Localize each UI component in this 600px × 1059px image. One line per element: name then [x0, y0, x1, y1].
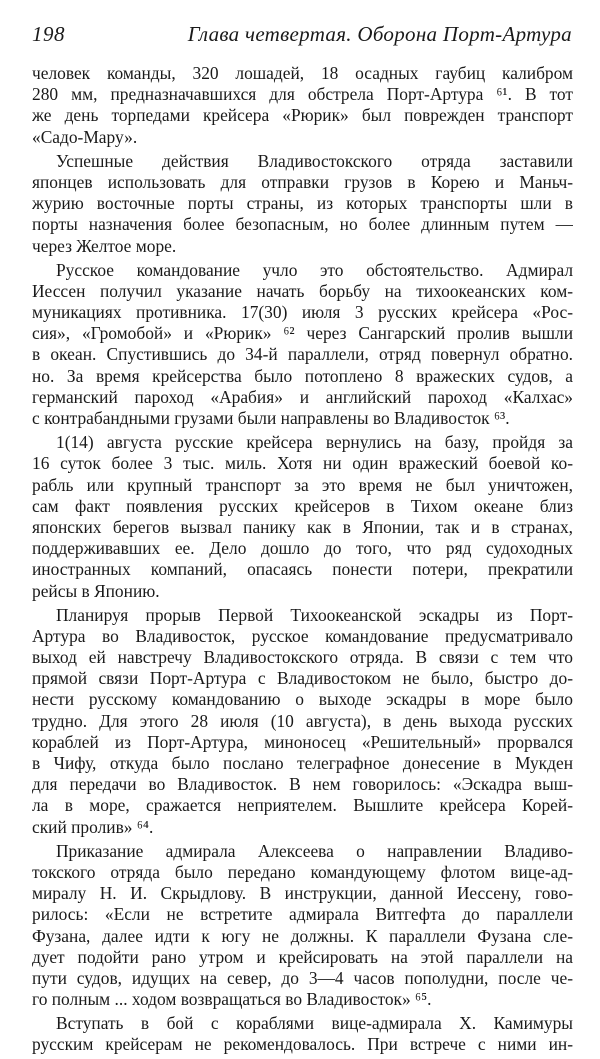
text-line: порты назначения более безопасным, но более длинным путем —: [32, 214, 573, 235]
page-header: [32, 22, 572, 50]
text-line: муникациях противника. 17(30) июля 3 русских крейсера «Рос-: [32, 302, 573, 323]
text-line: сам факт появления русских крейсеров в Тихом океане близ: [32, 495, 573, 516]
text-line: сия», «Громобой» и «Рюрик» ⁶² через Сангарский пролив вышли: [32, 323, 573, 344]
text-line: же день торпедами крейсера «Рюрик» был поврежден транспорт: [32, 105, 573, 126]
text-line: выход ей навстречу Владивостокского отряда. В связи с тем что: [32, 647, 573, 668]
text-line: «Садо-Мару».: [32, 126, 138, 147]
text-line: но. За время крейсерства было потоплено 8 вражеских судов, а: [32, 365, 573, 386]
text-line: через Желтое море.: [32, 235, 177, 256]
text-line: германский пароход «Арабия» и английский пароход «Калхас»: [32, 386, 573, 407]
text-line: ла в море, сражается неприятелем. Вышлите крейсера Корей-: [32, 795, 573, 816]
page-number: 198: [32, 22, 65, 46]
text-line: в Чифу, откуда было послано телеграфное донесение в Мукден: [32, 753, 573, 773]
text-line: журию восточные порты страны, из которых транспорты шли в: [32, 193, 573, 214]
running-title: Глава четвертая. Оборона Порт-Артура: [187, 22, 572, 46]
text-line: Приказание адмирала Алексеева о направлении Владиво-: [56, 840, 573, 861]
paragraph: [32, 841, 573, 1011]
text-line: рейсы в Японию.: [32, 580, 160, 601]
text-line: Планируя прорыв Первой Тихоокеанской эскадры из Порт-: [56, 604, 573, 625]
text-line: Артура во Владивосток, русское командование предусматривало: [32, 625, 573, 646]
text-line: прямой связи Порт-Артура с Владивостоком не было, быстро до-: [32, 668, 573, 689]
text-line: миралу Н. И. Скрыдлову. В инструкции, данной Иессену, гово-: [32, 883, 573, 904]
text-line: Вступать в бой с кораблями вице-адмирала Х. Камимуры: [56, 1013, 573, 1034]
text-line: 280 мм, предназначавшихся для обстрела Порт-Артура ⁶¹. В тот: [32, 84, 573, 105]
text-line: 16 суток более 3 тыс. миль. Хотя ни один вражеский боевой ко-: [32, 453, 573, 474]
text-line: Успешные действия Владивостокского отряда заставили: [56, 150, 573, 171]
paragraph: [32, 432, 573, 602]
text-line: рабль или крупный транспорт за это время не был уничтожен,: [32, 474, 573, 495]
text-line: рилось: «Если не встретите адмирала Витгефта до параллели: [32, 904, 573, 925]
text-line: поддерживавших ее. Дело дошло до того, что ряд судоходных: [32, 538, 573, 559]
text-line: Русское командование учло это обстоятельство. Адмирал: [56, 259, 573, 280]
text-line: Иессен получил указание начать борьбу на тихоокеанских ком-: [32, 280, 573, 301]
text-line: Фузана, далее идти к югу не должны. К параллели Фузана сле-: [32, 925, 573, 946]
text-line: для передачи во Владивосток. В нем говорилось: «Эскадра выш-: [32, 774, 573, 795]
text-line: го полным ... ходом возвращаться во Владивосток» ⁶⁵.: [32, 989, 432, 1010]
paragraph: [32, 260, 573, 430]
text-line: нести русскому командованию о выходе эскадры в море было: [32, 689, 573, 710]
text-line: иностранных компаний, опасаясь понести потери, прекратили: [32, 559, 573, 580]
text-line: пути судов, идущих на север, до 3—4 часов пополудни, после че-: [32, 967, 573, 988]
text-line: дует подойти рано утром и крейсировать на этой параллели на: [32, 946, 573, 967]
text-line: с контрабандными грузами были направлены во Владивосток ⁶³.: [32, 408, 510, 428]
paragraph: [32, 151, 573, 257]
text-line: ский пролив» ⁶⁴.: [32, 816, 154, 837]
text-line: в океан. Спустившись до 34-й параллели, отряд повернул обратно.: [32, 344, 573, 365]
text-line: японских берегов вызвал панику как в Японии, так и в странах,: [32, 516, 573, 537]
text-line: русским крейсерам не рекомендовалось. При встрече с ними ин-: [32, 1034, 573, 1055]
paragraph: [32, 1013, 573, 1055]
text-line: токского отряда было передано командующему флотом вице-ад-: [32, 861, 573, 882]
body-text: [32, 63, 573, 1059]
text-line: японцев использовать для отправки грузов в Корею и Маньч-: [32, 171, 573, 192]
text-line: 1(14) августа русские крейсера вернулись на базу, пройдя за: [56, 432, 573, 453]
paragraph: [32, 605, 573, 838]
text-line: человек команды, 320 лошадей, 18 осадных гаубиц калибром: [32, 63, 573, 83]
text-line: трудно. Для этого 28 июля (10 августа), в день выхода русских: [32, 710, 573, 731]
paragraph: [32, 63, 573, 148]
text-line: кораблей из Порт-Артура, миноносец «Решительный» прорвался: [32, 731, 573, 752]
